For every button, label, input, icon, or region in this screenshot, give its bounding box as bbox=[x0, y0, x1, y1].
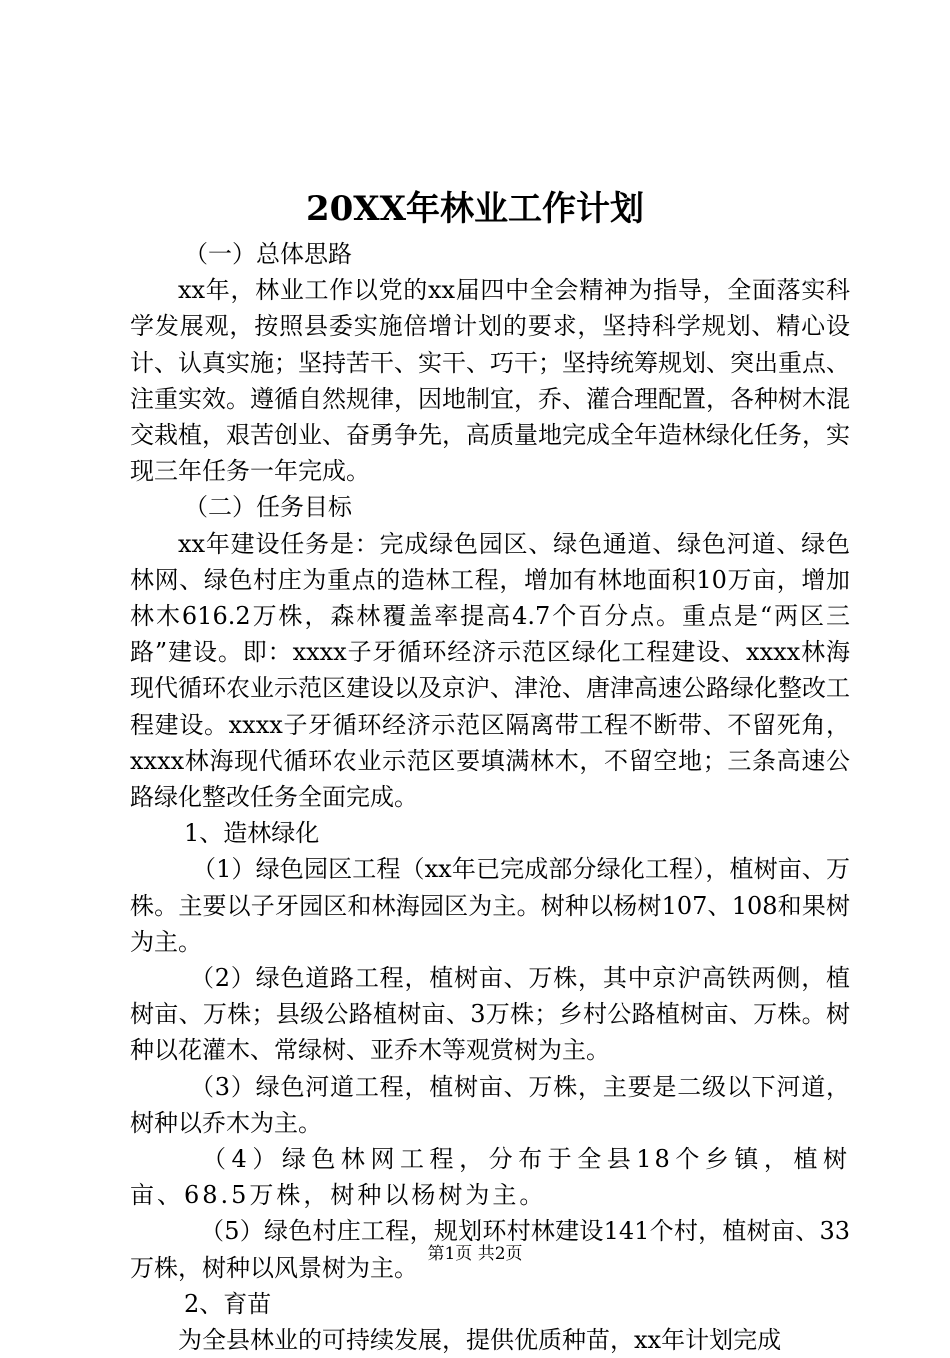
subheading-afforestation: 1、造林绿化 bbox=[184, 819, 320, 848]
item-green-river: （3）绿色河道工程，植树亩、万株，主要是二级以下河道，树种以乔木为主。 bbox=[130, 1072, 850, 1137]
page-footer: 第1页 共2页 bbox=[427, 1244, 523, 1264]
item-green-forest-network: （4）绿色林网工程，分布于全县18个乡镇，植树亩、68.5万株，树种以杨树为主。 bbox=[130, 1145, 850, 1210]
document-body bbox=[130, 236, 850, 1358]
section-heading-overall-approach: （一）总体思路 bbox=[184, 240, 352, 268]
paragraph-seedling: 为全县林业的可持续发展，提供优质种苗，xx年计划完成 bbox=[178, 1326, 782, 1355]
section-heading-task-goals: （二）任务目标 bbox=[184, 493, 352, 522]
item-green-village: （5）绿色村庄工程，规划环村林建设141个村，植树亩、33万株，树种以风景树为主。 bbox=[130, 1217, 850, 1282]
item-green-road: （2）绿色道路工程，植树亩、万株，其中京沪高铁两侧，植树亩、万株；县级公路植树亩、3万株；乡村公路植树亩、万株。树种以花灌木、常绿树、亚乔木等观赏树为主。 bbox=[130, 964, 850, 1065]
document-title: 20XX年林业工作计划 bbox=[305, 189, 645, 229]
paragraph-overall-approach: xx年，林业工作以党的xx届四中全会精神为指导，全面落实科学发展观，按照县委实施倍增计划的要求，坚持科学规划、精心设计、认真实施；坚持苦干、实干、巧干；坚持统筹规划、突出重点、注重实效。遵循自然规律，因地制宜，乔、灌合理配置，各种树木混交栽植，艰苦创业、奋勇争先，高质量地完成全年造林绿化任务，实现三年任务一年完成。 bbox=[130, 276, 850, 486]
paragraph-task-goals: xx年建设任务是：完成绿色园区、绿色通道、绿色河道、绿色林网、绿色村庄为重点的造林工程，增加有林地面积10万亩，增加林木616.2万株，森林覆盖率提高4.7个百分点。重点是“两区三路”建设。即：xxxx子牙循环经济示范区绿化工程建设、xxxx林海现代循环农业示范区建设以及京沪、津沧、唐津高速公路绿化整改工程建设。xxxx子牙循环经济示范区隔离带工程不断带、不留死角，xxxx林海现代循环农业示范区要填满林木，不留空地；三条高速公路绿化整改任务全面完成。 bbox=[130, 529, 850, 812]
item-green-park: （1）绿色园区工程（xx年已完成部分绿化工程），植树亩、万株。主要以子牙园区和林海园区为主。树种以杨树107、108和果树为主。 bbox=[130, 855, 850, 956]
subheading-seedling: 2、育苗 bbox=[184, 1289, 272, 1318]
